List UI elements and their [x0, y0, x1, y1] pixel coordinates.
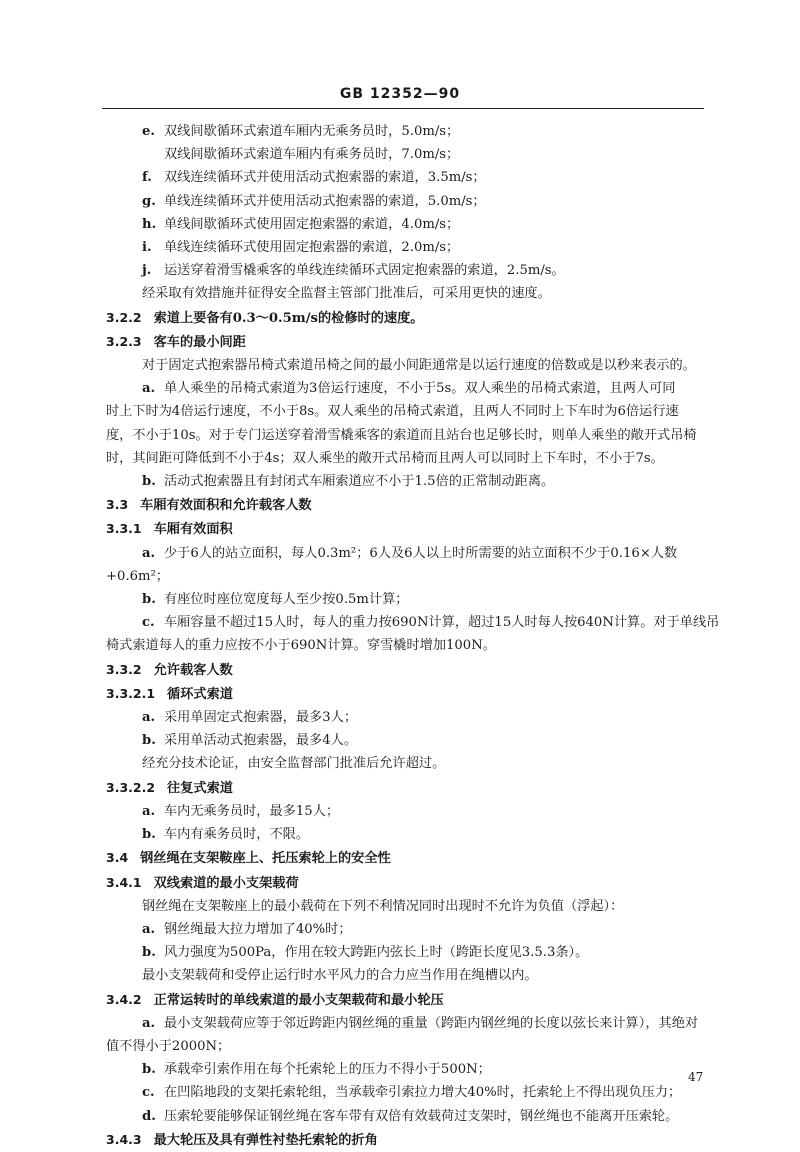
body-line — [106, 729, 704, 752]
body-line — [106, 470, 704, 493]
item-label: c. — [142, 1085, 155, 1101]
body-line — [106, 143, 704, 166]
line-text: 在凹陷地段的支架托索轮组，当承载牵引索拉力增大40%时，托索轮上不得出现负压力； — [164, 1085, 682, 1101]
body-line — [106, 213, 704, 236]
line-text: 车内无乘务员时，最多15人； — [164, 803, 340, 819]
item-label: a. — [142, 921, 156, 937]
section-heading — [106, 306, 704, 330]
section-heading — [106, 871, 704, 895]
line-text: 最大轮压及具有弹性衬垫托索轮的折角 — [153, 1132, 378, 1148]
body-line — [106, 354, 704, 377]
item-label: a. — [142, 1015, 156, 1031]
section-number: 3.3.2.2 — [106, 779, 156, 795]
line-text: 双线索道的最小支架载荷 — [153, 875, 299, 891]
line-text: 双线连续循环式并使用活动式抱索器的索道，3.5m/s； — [164, 170, 486, 186]
line-text: 单线连续循环式使用固定抱索器的索道，2.0m/s； — [164, 240, 460, 256]
line-text: 运送穿着滑雪橇乘客的单线连续循环式固定抱索器的索道，2.5m/s。 — [164, 263, 565, 279]
item-label: b. — [142, 827, 156, 843]
section-number: 3.3 — [106, 497, 129, 513]
body-line — [106, 800, 704, 823]
item-label: g. — [142, 193, 156, 209]
item-label: b. — [142, 733, 156, 749]
item-label: b. — [142, 474, 156, 490]
item-label: i. — [142, 240, 152, 256]
body-line — [106, 1105, 704, 1128]
section-number: 3.3.2.1 — [106, 685, 156, 701]
body-line — [106, 542, 704, 565]
line-text: 钢丝绳最大拉力增加了40%时； — [164, 921, 352, 937]
line-text: 少于6人的站立面积，每人0.3m²；6人及6人以上时所需要的站立面积不少于0.16×人数 — [164, 545, 678, 561]
line-text: 车厢有效面积和允许载客人数 — [140, 498, 312, 514]
line-text: 度，不小于10s。对于专门运送穿着滑雪橇乘客的索道而且站台也足够长时，则单人乘坐的敞开式吊椅 — [106, 427, 697, 443]
item-label: b. — [142, 945, 156, 961]
line-text: 往复式索道 — [167, 780, 233, 796]
body-line — [106, 1081, 704, 1104]
section-heading — [106, 517, 704, 541]
section-heading — [106, 988, 704, 1012]
section-heading — [106, 846, 704, 870]
item-label: a. — [142, 710, 156, 726]
item-label: a. — [142, 381, 156, 397]
body-line — [106, 1012, 704, 1035]
page-number: 47 — [688, 1070, 704, 1084]
line-text: 经采取有效措施并征得安全监督主管部门批准后，可采用更快的速度。 — [142, 286, 551, 302]
item-label: h. — [142, 216, 157, 232]
section-heading — [106, 776, 704, 800]
line-text: 钢丝绳在支架鞍座上、托压索轮上的安全性 — [140, 851, 391, 867]
section-heading — [106, 658, 704, 682]
section-number: 3.4.2 — [106, 991, 142, 1007]
line-text: 索道上要备有0.3～0.5m/s的检修时的速度。 — [153, 310, 424, 326]
section-heading — [106, 1128, 704, 1152]
body-line — [106, 447, 704, 470]
standard-header: GB 12352—90 — [339, 86, 461, 102]
item-label: b. — [142, 592, 156, 608]
body-line — [106, 823, 704, 846]
line-text: +0.6m²； — [106, 568, 170, 584]
body-line — [106, 190, 704, 213]
body-line — [106, 1035, 704, 1058]
body-line — [106, 424, 704, 447]
line-text: 有座位时座位宽度每人至少按0.5m计算； — [164, 592, 409, 608]
item-label: j. — [142, 263, 152, 279]
body-line — [106, 1058, 704, 1081]
section-heading — [106, 493, 704, 517]
body-line — [106, 634, 704, 657]
line-text: 采用单活动式抱索器，最多4人。 — [164, 733, 358, 749]
line-text: 单人乘坐的吊椅式索道为3倍运行速度，不小于5s。双人乘坐的吊椅式索道，且两人可同 — [164, 381, 676, 397]
line-text: 双线间歇循环式索道车厢内无乘务员时，5.0m/s； — [164, 124, 460, 139]
item-label: d. — [142, 1108, 156, 1124]
body-line — [106, 282, 704, 305]
line-text: 椅式索道每人的重力应按不小于690N计算。穿雪橇时增加100N。 — [106, 638, 496, 654]
item-label: a. — [142, 545, 156, 561]
item-label: c. — [142, 615, 155, 631]
body-line — [106, 941, 704, 964]
body-line — [106, 377, 704, 400]
line-text: 单线间歇循环式使用固定抱索器的索道，4.0m/s； — [164, 216, 460, 232]
body-line — [106, 120, 704, 143]
body-line — [106, 895, 704, 918]
section-heading — [106, 682, 704, 706]
item-label: e. — [142, 124, 155, 139]
line-text: 单线连续循环式并使用活动式抱索器的索道，5.0m/s； — [164, 193, 486, 209]
section-number: 3.4 — [106, 850, 129, 866]
line-text: 风力强度为500Pa，作用在较大跨距内弦长上时（跨距长度见3.5.3条）。 — [164, 945, 589, 961]
line-text: 值不得小于2000N； — [106, 1038, 231, 1054]
body-line — [106, 565, 704, 588]
section-number: 3.3.2 — [106, 661, 142, 677]
line-text: 允许载客人数 — [153, 662, 233, 678]
body-line — [106, 964, 704, 987]
document-body — [106, 120, 720, 1152]
line-text: 时上下时为4倍运行速度，不小于8s。双人乘坐的吊椅式索道，且两人不同时上下车时为6倍运行速 — [106, 404, 679, 420]
body-line — [106, 588, 704, 611]
line-text: 车内有乘务员时，不限。 — [164, 827, 310, 843]
section-number: 3.2.3 — [106, 333, 142, 349]
line-text: 钢丝绳在支架鞍座上的最小载荷在下列不利情况同时出现时不允许为负值（浮起）： — [142, 898, 624, 914]
item-label: f. — [142, 170, 152, 186]
section-number: 3.4.3 — [106, 1131, 142, 1147]
line-text: 活动式抱索器且有封闭式车厢索道应不小于1.5倍的正常制动距离。 — [164, 474, 555, 490]
body-line — [106, 752, 704, 775]
item-label: a. — [142, 803, 156, 819]
line-text: 对于固定式抱索器吊椅式索道吊椅之间的最小间距通常是以运行速度的倍数或是以秒来表示的。 — [142, 358, 696, 374]
body-line — [106, 166, 704, 189]
line-text: 时，其间距可降低到不小于4s；双人乘坐的敞开式吊椅而且两人可以同时上下车时，不小于7s。 — [106, 450, 664, 466]
body-line — [106, 236, 704, 259]
line-text: 经充分技术论证，由安全监督部门批准后允许超过。 — [142, 756, 446, 772]
item-label: b. — [142, 1062, 156, 1078]
body-line — [106, 918, 704, 941]
body-line — [106, 611, 720, 634]
section-heading — [106, 330, 704, 354]
body-line — [106, 400, 704, 423]
line-text: 最小支架载荷应等于邻近跨距内钢丝绳的重量（跨距内钢丝绳的长度以弦长来计算），其绝对 — [164, 1015, 699, 1031]
section-number: 3.2.2 — [106, 309, 142, 325]
line-text: 承载牵引索作用在每个托索轮上的压力不得小于500N； — [164, 1062, 491, 1078]
line-text: 循环式索道 — [167, 686, 233, 702]
line-text: 压索轮要能够保证钢丝绳在客车带有双倍有效载荷过支架时，钢丝绳也不能离开压索轮。 — [164, 1108, 679, 1124]
section-number: 3.3.1 — [106, 521, 142, 537]
line-text: 车厢容量不超过15人时，每人的重力按690N计算，超过15人时每人按640N计算。对于单线吊 — [164, 615, 720, 631]
line-text: 双线间歇循环式索道车厢内有乘务员时，7.0m/s； — [164, 147, 460, 163]
line-text: 客车的最小间距 — [153, 334, 246, 350]
line-text: 最小支架载荷和受停止运行时水平风力的合力应当作用在绳槽以内。 — [142, 968, 538, 984]
section-number: 3.4.1 — [106, 874, 142, 890]
line-text: 正常运转时的单线索道的最小支架载荷和最小轮压 — [153, 992, 444, 1008]
line-text: 采用单固定式抱索器，最多3人； — [164, 710, 358, 726]
header-rule — [102, 108, 704, 109]
body-line — [106, 259, 704, 282]
line-text: 车厢有效面积 — [153, 522, 233, 538]
body-line — [106, 706, 704, 729]
